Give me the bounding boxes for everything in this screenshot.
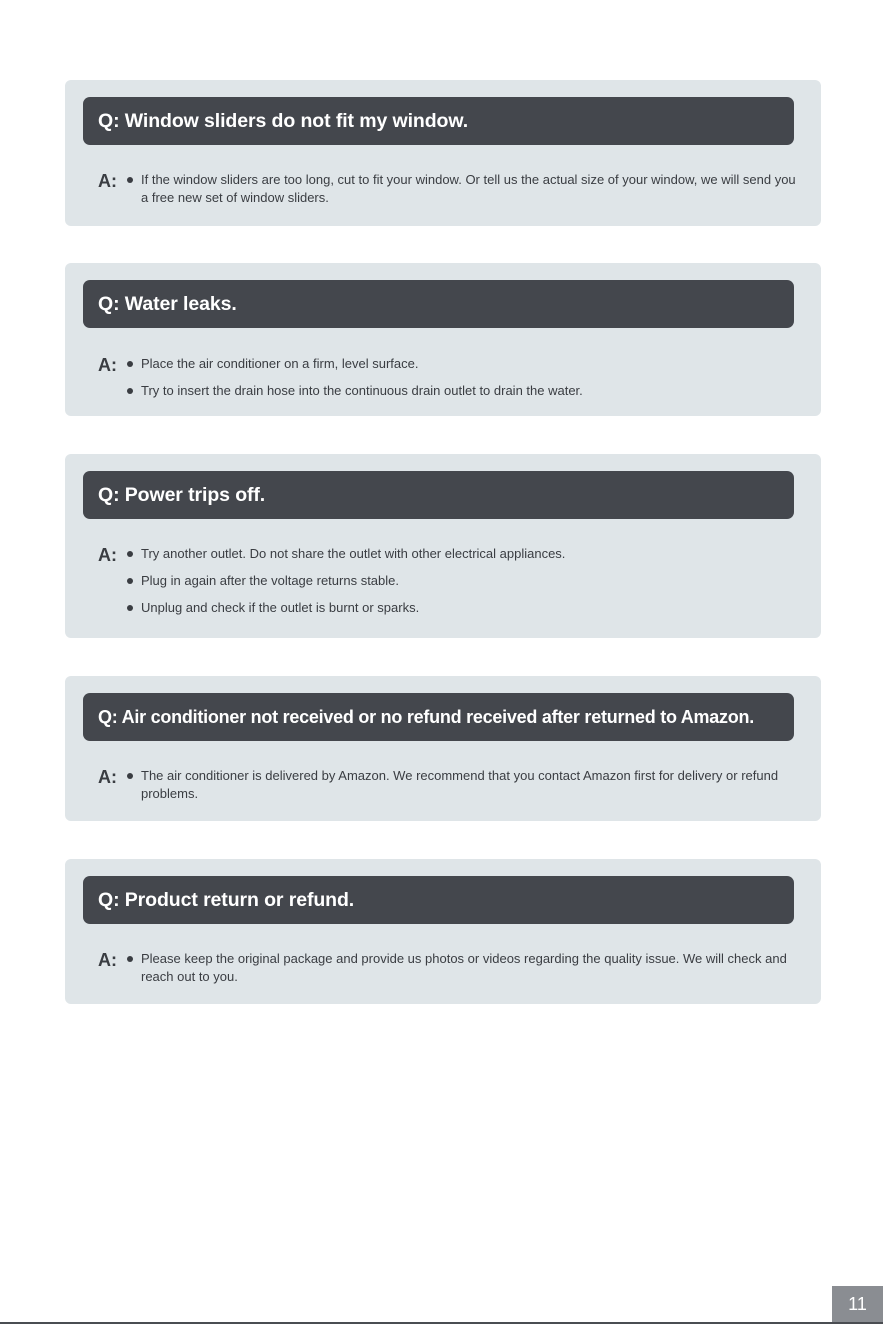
answer-item: Try another outlet. Do not share the outlet with other electrical appliances. [127,545,801,563]
answer-label: A: [98,950,117,970]
question-bar [83,97,794,145]
question-bar [83,876,794,924]
faq-card-window-sliders [65,80,821,226]
answer-item: The air conditioner is delivered by Amazon. We recommend that you contact Amazon first for delivery or refund problems. [127,767,801,803]
answer-list [127,355,801,409]
answer-label: A: [98,545,117,565]
answer-item: Please keep the original package and provide us photos or videos regarding the quality issue. We will check and reach out to you. [127,950,801,986]
answer-label: A: [98,171,117,191]
answer-label: A: [98,767,117,787]
question-text: Q: Power trips off. [98,483,266,506]
faq-card-return-refund [65,859,821,1004]
answer-list [127,171,801,216]
answer-item: Try to insert the drain hose into the continuous drain outlet to drain the water. [127,382,801,400]
faq-card-water-leaks [65,263,821,416]
question-text: Q: Product return or refund. [98,888,355,911]
answer-item: If the window sliders are too long, cut to fit your window. Or tell us the actual size of your window, we will send you a free new set of window sliders. [127,171,801,207]
question-text: Q: Air conditioner not received or no refund received after returned to Amazon. [98,706,755,727]
answer-item: Unplug and check if the outlet is burnt or sparks. [127,599,801,617]
answer-list [127,545,801,626]
faq-card-power-trips [65,454,821,638]
answer-item: Plug in again after the voltage returns stable. [127,572,801,590]
question-bar [83,471,794,519]
answer-list [127,767,801,812]
faq-card-not-received [65,676,821,821]
question-text: Q: Water leaks. [98,292,237,315]
page-number: 11 [832,1286,883,1322]
answer-list [127,950,801,995]
answer-label: A: [98,355,117,375]
question-text: Q: Window sliders do not fit my window. [98,109,469,132]
question-bar [83,693,794,741]
question-bar [83,280,794,328]
answer-item: Place the air conditioner on a firm, level surface. [127,355,801,373]
